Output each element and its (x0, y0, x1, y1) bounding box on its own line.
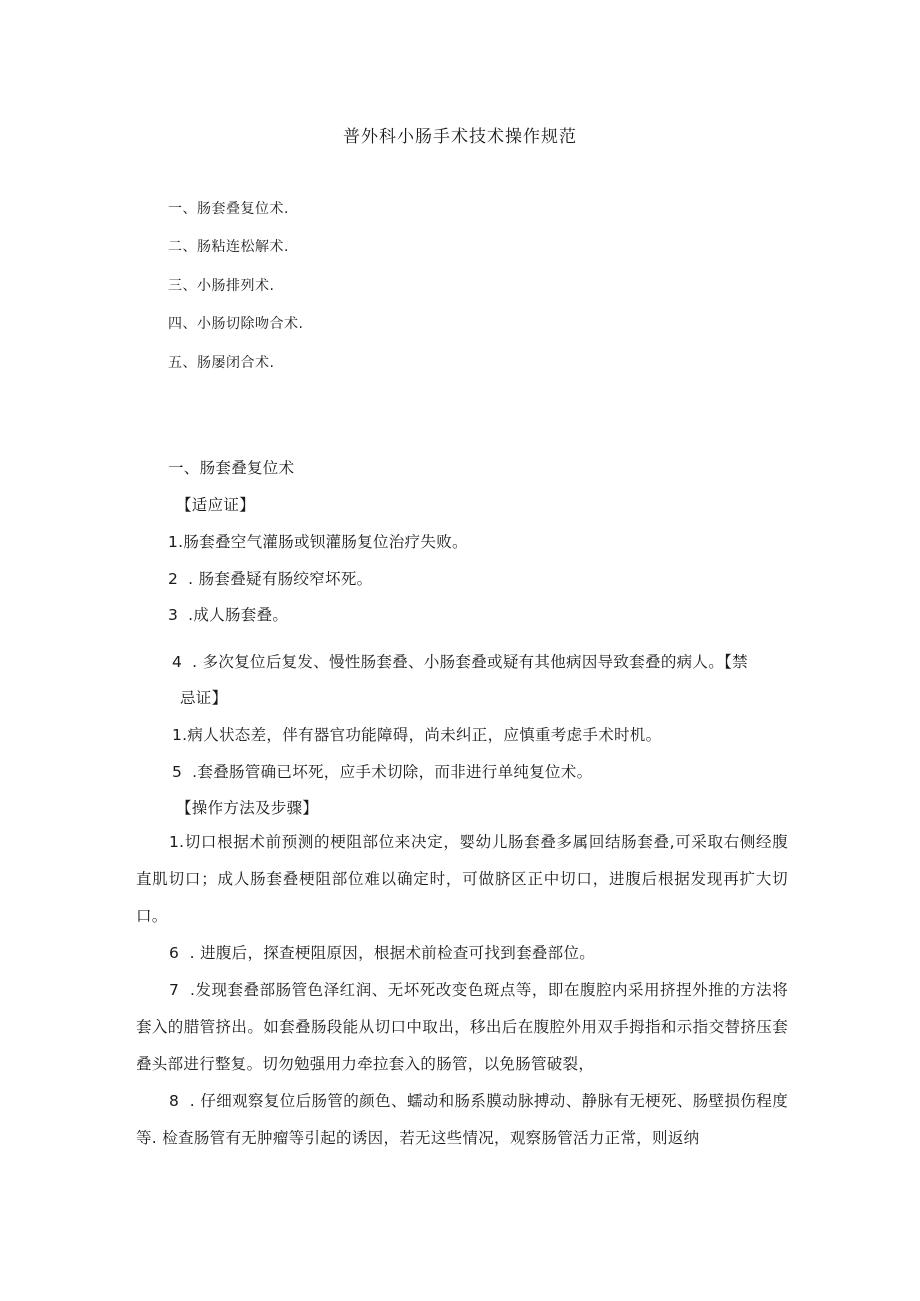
item-text: 肠套叠空气灌肠或钡灌肠复位治疗失败。 (183, 533, 468, 551)
step-paragraph: 7 .发现套叠部肠管色泽红润、无坏死改变色斑点等，即在腹腔内采用挤捏外推的方法将套入的腊管挤出。如套叠肠段能从切口中取出，移出后在腹腔外用双手拇指和示指交替挤压套叠头部进行整复。切勿勉强用力牵拉套入的肠管，以免肠管破裂， (136, 981, 788, 1073)
item-number: 1. (168, 533, 184, 551)
item-text: .成人肠套叠。 (188, 606, 289, 624)
contraindication-item (172, 760, 592, 782)
indication-item (168, 603, 288, 625)
toc-item: 五、肠屡闭合术. (168, 355, 275, 371)
item-number: 4 (172, 653, 183, 671)
indication-item (172, 650, 748, 672)
item-text: . 多次复位后复发、慢性肠套叠、小肠套叠或疑有其他病因导致套叠的病人。【禁 (192, 653, 748, 671)
step-paragraph: 1.切口根据术前预测的梗阻部位来决定，婴幼儿肠套叠多属回结肠套叠,可采取右侧经腹直肌切口；成人肠套叠梗阻部位难以确定时，可做脐区正中切口，进腹后根据发现再扩大切口。 (136, 833, 788, 925)
section-heading: 一、肠套叠复位术 (168, 459, 295, 477)
toc-item: 二、肠粘连松解术. (168, 239, 289, 255)
item-number: 3 (168, 606, 179, 624)
item-text: 病人状态差，伴有器官功能障碍，尚未纠正，应慎重考虑手术时机。 (187, 726, 662, 744)
item-number: 1. (172, 726, 188, 744)
indications-heading: 【适应证】 (176, 496, 256, 514)
toc-item: 三、小肠排列术. (168, 278, 275, 294)
indication-item (168, 530, 468, 552)
method-heading: 【操作方法及步骤】 (176, 799, 319, 817)
contraindications-heading-continuation: 忌证】 (180, 689, 228, 707)
item-number: 5 (172, 763, 183, 781)
toc-item: 四、小肠切除吻合术. (168, 316, 304, 332)
document-title: 普外科小肠手术技术操作规范 (343, 127, 577, 147)
indication-item (168, 567, 372, 589)
toc-item: 一、肠套叠复位术. (168, 201, 289, 217)
item-text: .套叠肠管确已坏死，应手术切除，而非进行单纯复位术。 (192, 763, 593, 781)
step-paragraph: 6 . 进腹后，探查梗阻原因，根据术前检查可找到套叠部位。 (169, 944, 596, 962)
contraindication-item (172, 723, 661, 745)
step-paragraph: 8 . 仔细观察复位后肠管的颜色、蠕动和肠系膜动脉搏动、静脉有无梗死、肠壁损伤程度等. 检查肠管有无肿瘤等引起的诱因，若无这些情况，观察肠管活力正常，则返纳 (136, 1092, 788, 1147)
item-number: 2 (168, 570, 179, 588)
item-text: . 肠套叠疑有肠绞窄坏死。 (188, 570, 373, 588)
